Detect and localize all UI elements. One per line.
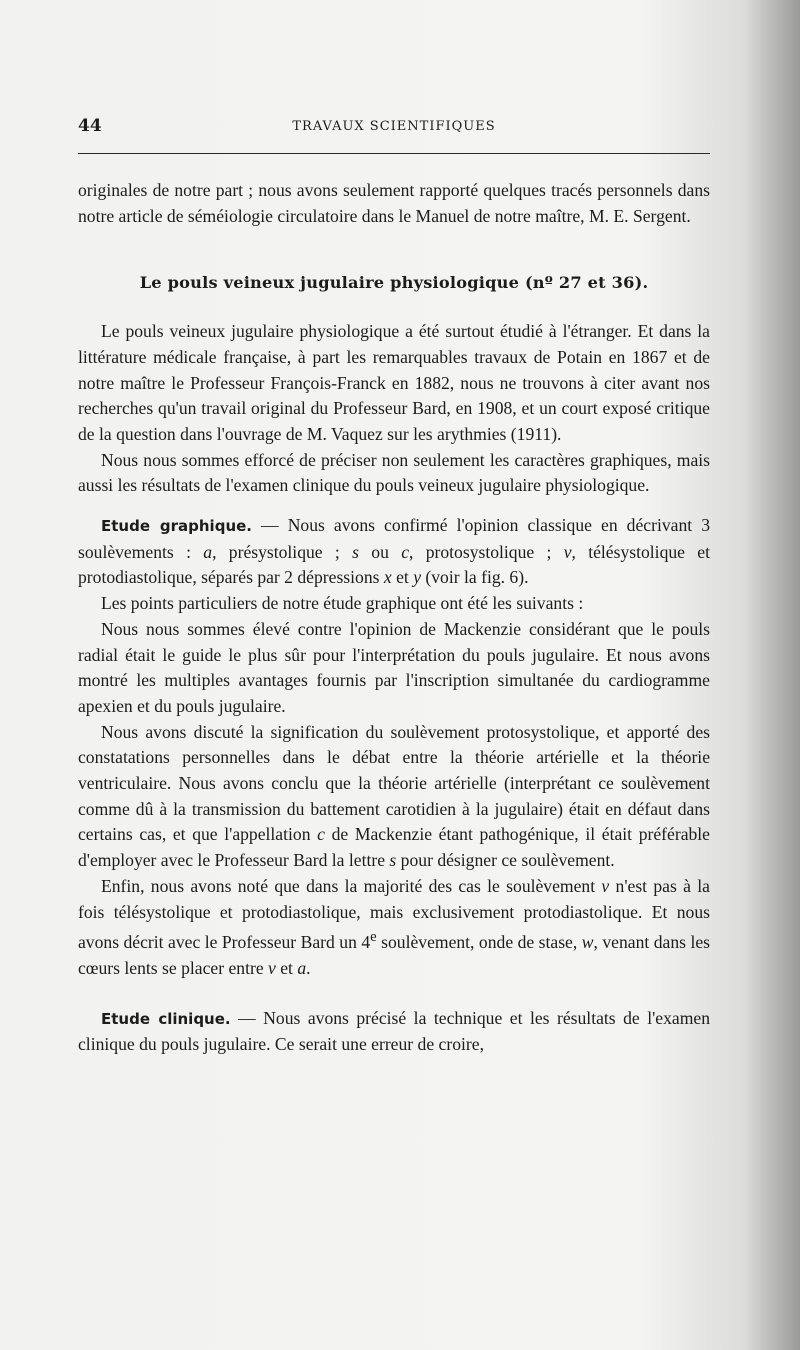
body-text	[78, 178, 710, 1058]
section-title: Le pouls veineux jugulaire physiologique	[139, 273, 520, 293]
paragraph-gap	[78, 499, 710, 513]
paragraph-graphic-study: Etude graphique. — Nous avons confirmé l'opinion classique en décrivant 3 soulèvements : a, présystolique ; s ou c, protosystolique ; v, télésystolique et protodiastolique, séparés par 2 dépressions x et y (voir la fig. 6).	[78, 515, 710, 588]
paragraph-clinical-study: Etude clinique. — Nous avons précisé la technique et les résultats de l'examen clinique du pouls jugulaire. Ce serait une erreur de croire,	[78, 1007, 710, 1055]
page-header	[78, 116, 710, 138]
paragraph-protosystolic: Nous avons discuté la signification du soulèvement protosystolique, et apporté des constatations personnelles dans le débat entre la théorie artérielle et la théorie ventriculaire. Nous avons conclu que la théorie artérielle (interprétant ce soulèvement comme dû à la transmission du battement carotidien à la jugulaire) était en défaut dans certains cas, et que l'appellation c de Mackenzie étant pathogénique, il était préférable d'employer avec le Professeur Bard la lettre s pour désigner ce soulèvement.	[78, 721, 710, 871]
section-heading	[78, 270, 710, 296]
subheading-clinical-study: Etude clinique.	[101, 1009, 231, 1028]
paragraph-mackenzie: Nous nous sommes élevé contre l'opinion de Mackenzie considérant que le pouls radial était le guide le plus sûr pour l'interprétation du pouls jugulaire. Et nous avons montré les multiples avantages fournis par l'inscription simultanée du cardiogramme apexien et du pouls jugulaire.	[78, 618, 710, 716]
paragraph-particular-points: Les points particuliers de notre étude graphique ont été les suivants :	[101, 593, 584, 614]
paragraph-aims: Nous nous sommes efforcé de préciser non seulement les caractères graphiques, mais aussi les résultats de l'examen clinique du pouls veineux jugulaire physiologique.	[78, 449, 710, 496]
page-number: 44	[78, 116, 102, 136]
subheading-graphic-study: Etude graphique.	[101, 517, 252, 536]
section-reference: (nº 27 et 36).	[524, 273, 649, 293]
paragraph-history: Le pouls veineux jugulaire physiologique a été surtout étudié à l'étranger. Et dans la littérature médicale française, à part les remarquables travaux de Potain en 1867 et de notre maître le Professeur François-Franck en 1882, nous ne trouvons à citer avant nos recherches qu'un travail original du Professeur Bard, en 1908, et un court exposé critique de la question dans l'ouvrage de M. Vaquez sur les arythmies (1911).	[78, 321, 710, 444]
header-rule	[78, 153, 710, 154]
running-title: TRAVAUX SCIENTIFIQUES	[292, 119, 496, 134]
intro-paragraph: originales de notre part ; nous avons seulement rapporté quelques tracés personnels dans notre article de séméiologie circulatoire dans le Manuel de notre maître, M. E. Sergent.	[78, 180, 710, 226]
paragraph-v-wave: Enfin, nous avons noté que dans la majorité des cas le soulèvement v n'est pas à la fois télésystolique et protodiastolique, mais exclusivement protodiastolique. Et nous avons décrit avec le Professeur Bard un 4e soulèvement, onde de stase, w, venant dans les cœurs lents se placer entre v et a.	[78, 875, 710, 978]
paragraph-gap	[78, 982, 710, 1006]
